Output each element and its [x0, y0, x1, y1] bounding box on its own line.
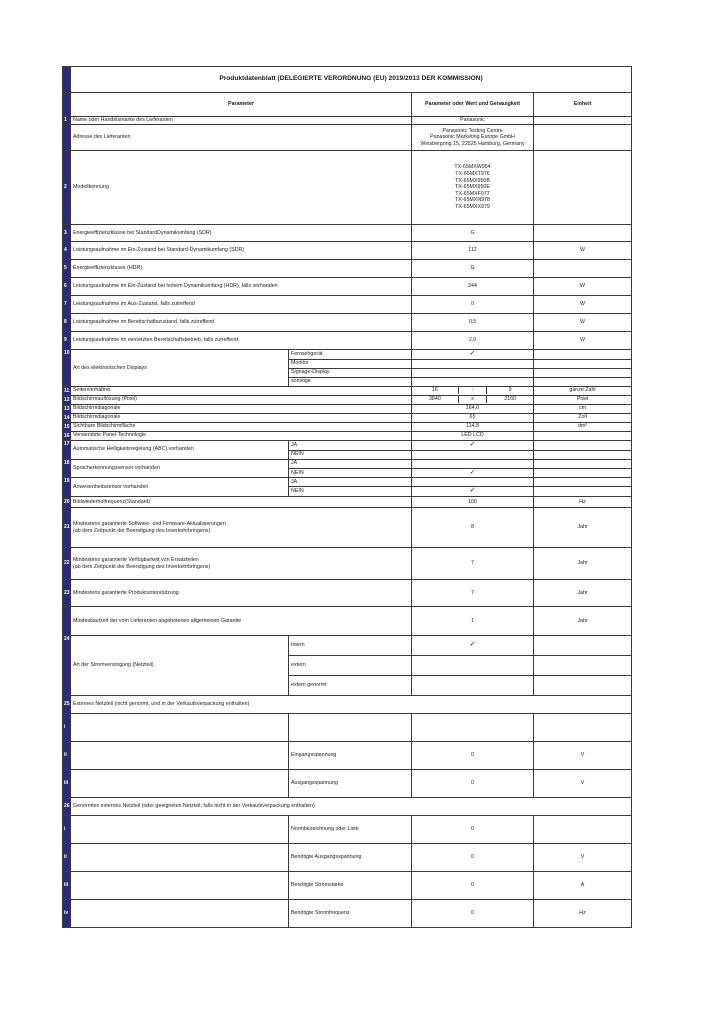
row-label	[71, 508, 412, 548]
checkmark-icon: ✓	[412, 350, 534, 360]
resolution-width: 3840	[428, 396, 441, 403]
row-label: Leistungsaufnahme im Ein-Zustand bei Standard-Dynamikumfang (SDR)	[71, 242, 412, 260]
row-unit: W	[534, 314, 632, 332]
row-label: Leistungsaufnahme im vernetzten Bereitschaftsbetrieb, falls zutreffend	[71, 332, 412, 350]
row-value	[412, 478, 534, 487]
row-label: Bildwiederholfrequenz(Standard)	[71, 497, 412, 508]
row-number: 11	[64, 387, 70, 394]
model-id: TX-65MXX979	[455, 204, 490, 211]
row-label: Spracherkennungssensor vorhanden	[71, 459, 289, 478]
header-num-cell	[63, 93, 71, 117]
sub-row-value: 0	[412, 816, 534, 844]
option-ja: JA	[289, 478, 412, 487]
sub-row-number: iii	[63, 872, 71, 900]
row-unit	[534, 676, 632, 696]
row-label: Sichtbare Bildschirmfläche	[71, 422, 412, 431]
row-unit	[534, 478, 632, 487]
row-value: G	[412, 260, 534, 278]
row-unit: Hz	[534, 497, 632, 508]
row-unit: ganze Zahl	[534, 386, 632, 395]
row-number: 4	[63, 242, 71, 260]
sub-row-param: Ausgangsspannung	[289, 770, 412, 798]
sub-row-value: 0	[412, 770, 534, 798]
row-label: Energieeffizienzklasse (HDR)	[71, 260, 412, 278]
row-value: 0,5	[412, 314, 534, 332]
sub-row-number: i	[63, 816, 71, 844]
row-unit	[534, 487, 632, 497]
row-number: 21	[63, 508, 71, 548]
title-num-cell	[63, 67, 71, 93]
row-number: 5	[63, 260, 71, 278]
ratio-separator: :	[458, 387, 487, 394]
row-unit: Jahr	[534, 548, 632, 580]
power-supply-option: extern	[289, 656, 412, 676]
header-unit: Einheit	[534, 93, 632, 117]
row-value: 7	[412, 548, 534, 580]
row-value: G	[412, 225, 534, 242]
sub-row-label	[71, 844, 289, 872]
row-unit	[534, 125, 632, 151]
option-nein: NEIN	[289, 487, 412, 497]
resolution-separator: x	[458, 396, 487, 403]
sub-row-value: 0	[412, 742, 534, 770]
row-label	[71, 548, 412, 580]
product-data-sheet-table	[62, 66, 632, 928]
sub-row-unit: V	[534, 742, 632, 770]
row-value: 8	[412, 508, 534, 548]
row-value	[412, 676, 534, 696]
sub-row-label	[71, 816, 289, 844]
row-unit: Zoll	[534, 413, 632, 422]
row-label: Name oder Handelsmarke des Lieferanten	[71, 117, 412, 125]
row-number: 13	[64, 405, 70, 412]
row-number: 18	[63, 459, 71, 478]
row-unit	[534, 656, 632, 676]
row-label: Anwesenheitssensor vorhanden	[71, 478, 289, 497]
display-type-option: sonstige	[289, 377, 412, 386]
sub-row-param: Normbezeichnung oder Liste	[289, 816, 412, 844]
row-value: LED LCD	[412, 431, 534, 440]
sub-row-number: i	[63, 714, 71, 742]
row-label: Bildschirmauflösung (Pixel)	[71, 395, 412, 404]
row-value: Panasonic	[412, 117, 534, 125]
row-value: 100	[412, 497, 534, 508]
resolution-value	[412, 395, 534, 404]
row-label: Art des elektronischen Displays	[71, 350, 289, 387]
row-number: 17	[63, 440, 71, 459]
sheet-title: Produktdatenblatt (DELEGIERTE VERORDNUNG (EU) 2019/2013 DER KOMMISSION)	[71, 67, 632, 93]
power-supply-option: Intern	[289, 636, 412, 656]
display-type-option: Signage-Display	[289, 368, 412, 377]
option-ja: JA	[289, 440, 412, 450]
power-supply-option: extern genormt	[289, 676, 412, 696]
row-unit: Jahr	[534, 607, 632, 636]
row-number: 16	[64, 432, 70, 439]
row-number: 14	[64, 414, 70, 421]
model-id: TX-65MX950E	[455, 184, 490, 191]
sub-row-number: ii	[63, 742, 71, 770]
row-value: 114,8	[412, 422, 534, 431]
row-unit	[534, 440, 632, 450]
section-label: Genormtes externes Netzteil (oder geeignetes Netzteil, falls nicht in der Verkaufsverpackung enthalten)	[71, 798, 632, 816]
row-number: 3	[63, 225, 71, 242]
sub-row-param: Benötigte Stromfrequenz	[289, 900, 412, 928]
row-label: Energieeffizienzklasse bei StandardDynamikumfang (SDR)	[71, 225, 412, 242]
sub-row-number: iii	[63, 770, 71, 798]
sub-row-label	[71, 770, 289, 798]
checkmark-icon: ✓	[412, 468, 534, 478]
model-id: TX-65MXT976	[455, 170, 490, 177]
row-label-line: Mindestens garantierte Software- und Firmware-Aktualisierungen	[73, 520, 226, 527]
sub-row-number: iv	[63, 900, 71, 928]
row-number: 25	[63, 696, 71, 714]
sub-row-param: Eingangsspannung	[289, 742, 412, 770]
row-unit	[534, 151, 632, 225]
row-number: 6	[63, 278, 71, 296]
row-label: Bildschirmdiagonale	[71, 404, 412, 413]
row-value: 65	[412, 413, 534, 422]
row-unit	[534, 377, 632, 386]
section-label: Externes Netzteil (nicht genormt, und in der Verkaufsverpackung enthalten)	[71, 696, 632, 714]
row-label: Verwendete Panel-Technologie	[71, 431, 412, 440]
row-label: Mindestlaufzeit der vom Lieferanten angebotenen allgemeinen Garantie	[71, 607, 412, 636]
row-label: Leistungsaufnahme im Bereitschaftszustand, falls zutreffend	[71, 314, 412, 332]
row-unit: Jahr	[534, 508, 632, 548]
resolution-height: 2160	[504, 396, 517, 403]
sub-row-value	[412, 714, 534, 742]
sub-row-value: 0	[412, 872, 534, 900]
row-value	[412, 459, 534, 468]
row-value	[412, 377, 534, 386]
aspect-height: 9	[508, 387, 512, 394]
row-unit	[534, 431, 632, 440]
display-type-option: Monitor	[289, 359, 412, 368]
row-label-line: (ab dem Zeitpunkt der Beendigung des Inverkehrbringens)	[73, 527, 211, 534]
sub-row-number: ii	[63, 844, 71, 872]
header-value: Parameter oder Wert und Genauigkeit	[412, 93, 534, 117]
sub-row-unit	[534, 714, 632, 742]
row-value	[412, 450, 534, 459]
aspect-width: 16	[431, 387, 438, 394]
address-line: Winsbergring 15, 22525 Hamburg, Germany	[420, 140, 525, 147]
row-number: 19	[63, 478, 71, 497]
header-parameter: Parameter	[71, 93, 412, 117]
row-value	[412, 656, 534, 676]
row-number: 20	[63, 497, 71, 508]
row-number: 7	[63, 296, 71, 314]
display-type-option: Fernsehgerät	[289, 350, 412, 360]
row-unit: cm	[534, 404, 632, 413]
row-number: 9	[63, 332, 71, 350]
row-number: 2	[63, 151, 71, 225]
model-list	[412, 151, 534, 225]
row-unit	[534, 350, 632, 360]
address-line: Panasonic Testing Centre	[442, 127, 503, 134]
checkmark-icon: ✓	[412, 636, 534, 656]
row-unit	[534, 368, 632, 377]
sub-row-param	[289, 714, 412, 742]
model-id: TX-65MXN978	[454, 197, 491, 204]
row-value: 0	[412, 296, 534, 314]
sub-row-label	[71, 872, 289, 900]
row-unit: W	[534, 332, 632, 350]
row-label: Automatische Helligkeitsregelung (ABC) vorhanden	[71, 440, 289, 459]
model-id: TX-65MXF977	[455, 190, 490, 197]
sub-row-label	[71, 742, 289, 770]
sub-row-unit: A	[534, 872, 632, 900]
row-label: Mindestens garantierte Produktunterstützung	[71, 580, 412, 607]
row-label-line: (ab dem Zeitpunkt der Beendigung des Inverkehrbringens)	[73, 563, 211, 570]
sub-row-label	[71, 900, 289, 928]
option-nein: NEIN	[289, 450, 412, 459]
sub-row-label	[71, 714, 289, 742]
row-label: Art der Stromversorgung (Netzteil)	[71, 636, 289, 696]
model-id: TX-65MXW954	[454, 164, 491, 171]
supplier-address	[412, 125, 534, 151]
aspect-ratio-value	[412, 386, 534, 395]
row-number: 15	[64, 423, 70, 430]
option-ja: JA	[289, 459, 412, 468]
option-nein: NEIN	[289, 468, 412, 478]
row-number: 22	[63, 548, 71, 580]
sub-row-value: 0	[412, 844, 534, 872]
row-label: Bildschirmdiagonale	[71, 413, 412, 422]
row-number	[63, 607, 71, 636]
sub-row-unit: V	[534, 770, 632, 798]
row-unit	[534, 225, 632, 242]
row-label: Modellkennung	[71, 151, 412, 225]
row-value: 164,0	[412, 404, 534, 413]
row-label: Adresse des Lieferanten	[71, 125, 412, 151]
row-unit: W	[534, 296, 632, 314]
row-number: 26	[63, 798, 71, 816]
row-unit	[534, 117, 632, 125]
row-unit: dm²	[534, 422, 632, 431]
row-number: 10	[63, 350, 71, 387]
row-number: 23	[63, 580, 71, 607]
row-unit	[534, 468, 632, 478]
row-unit	[534, 359, 632, 368]
checkmark-icon: ✓	[412, 487, 534, 497]
row-unit	[534, 459, 632, 468]
row-number	[63, 125, 71, 151]
row-value: 244	[412, 278, 534, 296]
row-unit: Jahr	[534, 580, 632, 607]
model-id: TX-65MX950B	[455, 177, 490, 184]
sub-row-value: 0	[412, 900, 534, 928]
address-line: Panasonic Marketing Europe GmbH	[430, 134, 515, 141]
row-value	[412, 359, 534, 368]
row-unit: W	[534, 278, 632, 296]
sub-row-param: Benötigte Stromstärke	[289, 872, 412, 900]
row-number: 24	[63, 636, 71, 696]
checkmark-icon: ✓	[412, 440, 534, 450]
sub-row-unit: Hz	[534, 900, 632, 928]
sub-row-param: Benötigte Ausgangsspannung	[289, 844, 412, 872]
row-unit: Pixel	[534, 395, 632, 404]
sub-row-unit	[534, 816, 632, 844]
row-value: 1	[412, 607, 534, 636]
row-unit: W	[534, 242, 632, 260]
row-unit	[534, 636, 632, 656]
row-number: 12	[64, 396, 70, 403]
row-label: Seitenverhältnis	[71, 386, 412, 395]
row-label: Leistungsaufnahme im Aus-Zustand, falls zutreffend	[71, 296, 412, 314]
row-value: 112	[412, 242, 534, 260]
row-number: 1	[63, 117, 71, 125]
row-label: Leistungsaufnahme im Ein-Zustand bei hohem Dynamikumfang (HDR), falls vorhanden	[71, 278, 412, 296]
row-label-line: Mindestens garantierte Verfügbarkeit von Ersatzteilen	[73, 556, 199, 563]
row-unit	[534, 450, 632, 459]
row-value	[412, 368, 534, 377]
row-value: 2,0	[412, 332, 534, 350]
row-unit	[534, 260, 632, 278]
row-value: 7	[412, 580, 534, 607]
row-number: 8	[63, 314, 71, 332]
sub-row-unit: V	[534, 844, 632, 872]
